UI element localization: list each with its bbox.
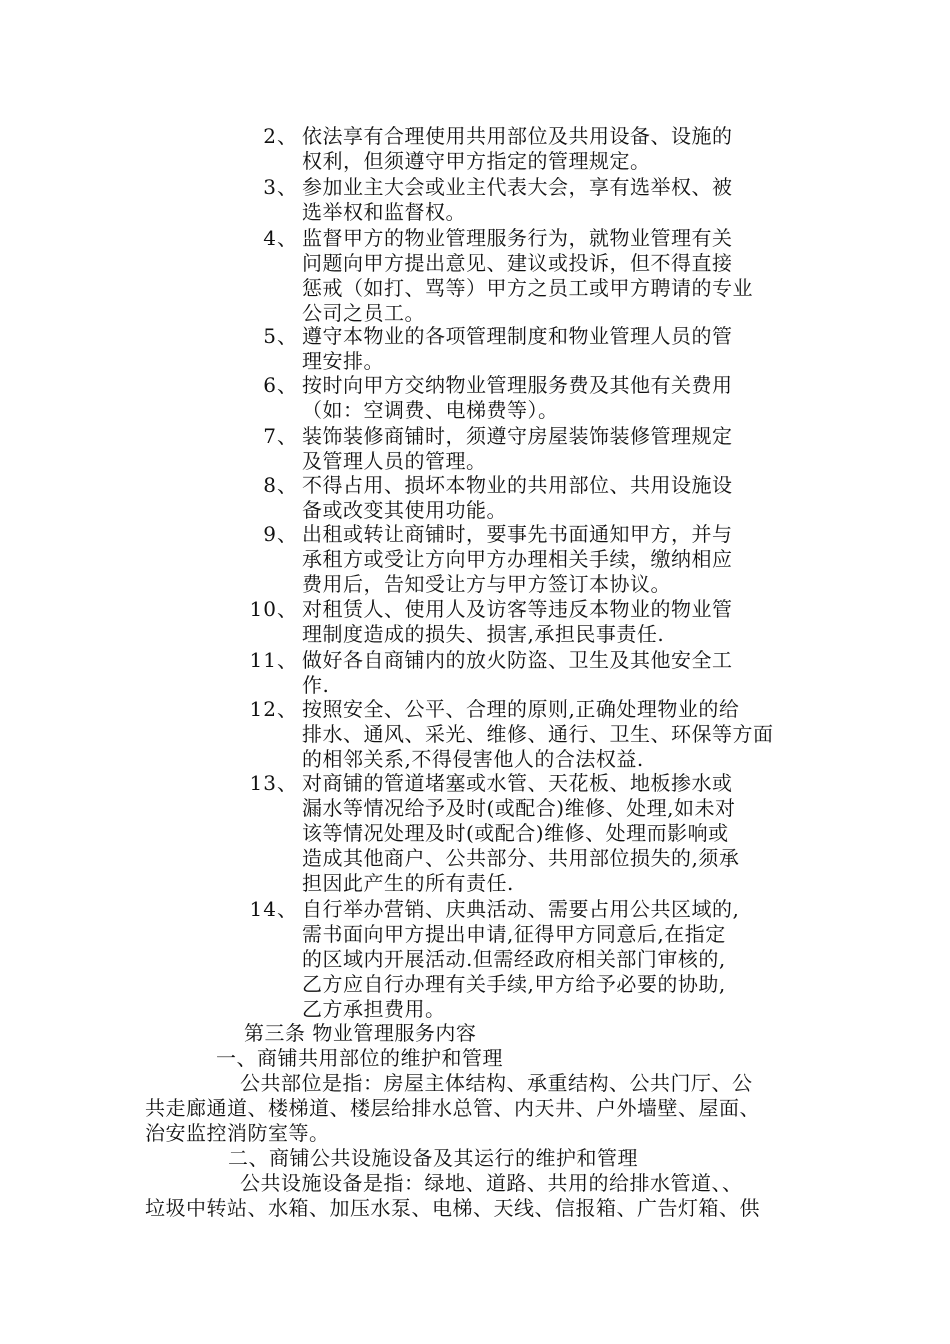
- text-line: 漏水等情况给予及时(或配合)维修、处理,如未对: [302, 796, 736, 820]
- list-item-text: [302, 597, 816, 647]
- text-line: 自行举办营销、庆典活动、需要占用公共区域的,: [302, 897, 740, 921]
- text-line: 公司之员工。: [302, 301, 425, 325]
- text-line: 乙方应自行办理有关手续,甲方给予必要的协助,: [302, 972, 726, 996]
- text-line: 对租赁人、使用人及访客等违反本物业的物业管: [302, 597, 733, 621]
- section-heading-2: 二、商铺公共设施设备及其运行的维护和管理: [228, 1146, 638, 1170]
- text-line: 理制度造成的损失、损害,承担民事责任.: [302, 622, 665, 646]
- list-item-number: 2、: [263, 124, 298, 148]
- list-item-text: [302, 226, 816, 326]
- text-line: 按时向甲方交纳物业管理服务费及其他有关费用: [302, 373, 733, 397]
- list-item-text: [302, 373, 816, 423]
- text-line: 乙方承担费用。: [302, 997, 446, 1021]
- list-item-number: 9、: [263, 522, 298, 546]
- text-line: 理安排。: [302, 349, 384, 373]
- text-line: 惩戒（如打、骂等）甲方之员工或甲方聘请的专业: [302, 276, 753, 300]
- text-line: 费用后，告知受让方与甲方签订本协议。: [302, 572, 671, 596]
- list-item-number: 7、: [263, 424, 298, 448]
- text-line: 依法享有合理使用共用部位及共用设备、设施的: [302, 124, 733, 148]
- list-item-number: 14、: [249, 897, 298, 921]
- text-line: 该等情况处理及时(或配合)维修、处理而影响或: [302, 821, 729, 845]
- text-line: 作.: [302, 673, 330, 697]
- text-line: 监督甲方的物业管理服务行为，就物业管理有关: [302, 226, 733, 250]
- text-line: 权利，但须遵守甲方指定的管理规定。: [302, 149, 651, 173]
- text-line: 问题向甲方提出意见、建议或投诉，但不得直接: [302, 251, 733, 275]
- list-item-text: [302, 124, 816, 174]
- list-item-text: [302, 473, 816, 523]
- list-item-text: [302, 771, 816, 896]
- text-line: 选举权和监督权。: [302, 200, 466, 224]
- text-line: （如：空调费、电梯费等）。: [302, 398, 559, 422]
- text-line: 及管理人员的管理。: [302, 449, 487, 473]
- text-line: 按照安全、公平、合理的原则,正确处理物业的给: [302, 697, 740, 721]
- section-2-paragraph-line: 公共设施设备是指：绿地、道路、共用的给排水管道、、: [240, 1171, 743, 1195]
- text-line: 参加业主大会或业主代表大会，享有选举权、被: [302, 175, 733, 199]
- list-item-number: 3、: [263, 175, 298, 199]
- list-item-text: [302, 424, 816, 474]
- list-item-number: 10、: [249, 597, 298, 621]
- list-item-text: [302, 522, 816, 597]
- text-line: 的相邻关系,不得侵害他人的合法权益.: [302, 747, 644, 771]
- text-line: 担因此产生的所有责任.: [302, 871, 514, 895]
- section-heading-1: 一、商铺共用部位的维护和管理: [216, 1046, 503, 1070]
- list-item-number: 13、: [249, 771, 298, 795]
- list-item-text: [302, 897, 816, 1022]
- text-line: 对商铺的管道堵塞或水管、天花板、地板掺水或: [302, 771, 733, 795]
- text-line: 遵守本物业的各项管理制度和物业管理人员的管: [302, 324, 733, 348]
- section-1-paragraph-line: 治安监控消防室等。: [145, 1121, 330, 1145]
- list-item-number: 4、: [263, 226, 298, 250]
- text-line: 的区域内开展活动.但需经政府相关部门审核的,: [302, 947, 726, 971]
- list-item-number: 12、: [249, 697, 298, 721]
- text-line: 出租或转让商铺时，要事先书面通知甲方，并与: [302, 522, 733, 546]
- text-line: 装饰装修商铺时，须遵守房屋装饰装修管理规定: [302, 424, 733, 448]
- list-item-text: [302, 324, 816, 374]
- list-item-number: 5、: [263, 324, 298, 348]
- list-item-number: 8、: [263, 473, 298, 497]
- section-2-paragraph-line: 垃圾中转站、水箱、加压水泵、电梯、天线、信报箱、广告灯箱、供: [145, 1196, 760, 1220]
- list-item-text: [302, 648, 816, 698]
- section-1-paragraph-line: 共走廊通道、楼梯道、楼层给排水总管、内天井、户外墙壁、屋面、: [145, 1096, 760, 1120]
- list-item-number: 11、: [249, 648, 298, 672]
- text-line: 承租方或受让方向甲方办理相关手续，缴纳相应: [302, 547, 733, 571]
- text-line: 造成其他商户、公共部分、共用部位损失的,须承: [302, 846, 740, 870]
- text-line: 排水、通风、采光、维修、通行、卫生、环保等方面: [302, 722, 774, 746]
- text-line: 不得占用、损坏本物业的共用部位、共用设施设: [302, 473, 733, 497]
- list-item-text: [302, 175, 816, 225]
- list-item-text: [302, 697, 816, 772]
- text-line: 做好各自商铺内的放火防盗、卫生及其他安全工: [302, 648, 733, 672]
- article-heading: 第三条 物业管理服务内容: [244, 1021, 477, 1045]
- list-item-number: 6、: [263, 373, 298, 397]
- text-line: 需书面向甲方提出申请,征得甲方同意后,在指定: [302, 922, 726, 946]
- section-1-paragraph-line: 公共部位是指：房屋主体结构、承重结构、公共门厅、公: [240, 1071, 753, 1095]
- text-line: 备或改变其使用功能。: [302, 498, 507, 522]
